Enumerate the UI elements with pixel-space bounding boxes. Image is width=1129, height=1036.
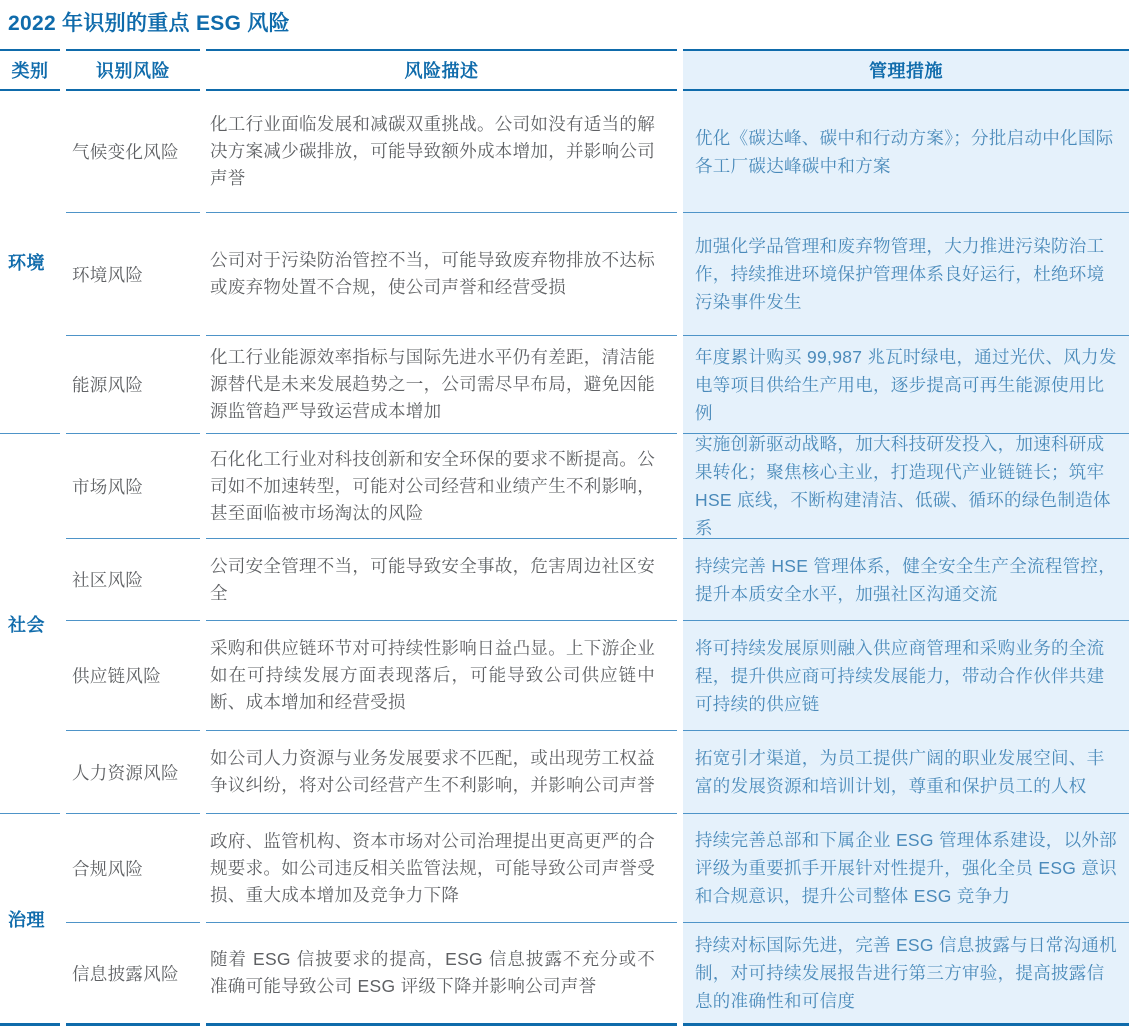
risk-description-cell: 石化化工行业对科技创新和安全环保的要求不断提高。公司如不加速转型，可能对公司经营和业绩产生不利影响，甚至面临被市场淘汰的风险 (206, 434, 677, 539)
category-cell-social: 社会 (0, 434, 60, 814)
risk-name-cell: 信息披露风险 (66, 923, 200, 1026)
category-cell-governance: 治理 (0, 814, 60, 1026)
header-management-measures: 管理措施 (683, 49, 1129, 91)
risk-name-cell: 市场风险 (66, 434, 200, 539)
management-measures-cell: 持续完善总部和下属企业 ESG 管理体系建设，以外部评级为重要抓手开展针对性提升，强化全员 ESG 意识和合规意识，提升公司整体 ESG 竞争力 (683, 814, 1129, 923)
category-cell-environment: 环境 (0, 91, 60, 434)
risk-description-cell: 采购和供应链环节对可持续性影响日益凸显。上下游企业如在可持续发展方面表现落后，可能导致公司供应链中断、成本增加和经营受损 (206, 621, 677, 731)
management-measures-cell: 持续对标国际先进，完善 ESG 信息披露与日常沟通机制，对可持续发展报告进行第三方审验，提高披露信息的准确性和可信度 (683, 923, 1129, 1026)
table-title: 2022 年识别的重点 ESG 风险 (8, 12, 290, 35)
risk-name-cell: 能源风险 (66, 336, 200, 434)
risk-name-cell: 社区风险 (66, 539, 200, 621)
risk-name-cell: 供应链风险 (66, 621, 200, 731)
management-measures-cell: 持续完善 HSE 管理体系，健全安全生产全流程管控，提升本质安全水平，加强社区沟通交流 (683, 539, 1129, 621)
risk-description-cell: 公司对于污染防治管控不当，可能导致废弃物排放不达标或废弃物处置不合规，使公司声誉和经营受损 (206, 213, 677, 336)
risk-description-cell: 如公司人力资源与业务发展要求不匹配，或出现劳工权益争议纠纷，将对公司经营产生不利影响，并影响公司声誉 (206, 731, 677, 814)
header-risk-description: 风险描述 (206, 49, 677, 91)
management-measures-cell: 将可持续发展原则融入供应商管理和采购业务的全流程，提升供应商可持续发展能力，带动合作伙伴共建可持续的供应链 (683, 621, 1129, 731)
risk-name-cell: 合规风险 (66, 814, 200, 923)
management-measures-cell: 年度累计购买 99,987 兆瓦时绿电，通过光伏、风力发电等项目供给生产用电，逐步提高可再生能源使用比例 (683, 336, 1129, 434)
risk-description-cell: 化工行业面临发展和减碳双重挑战。公司如没有适当的解决方案减少碳排放，可能导致额外成本增加，并影响公司声誉 (206, 91, 677, 213)
risk-name-cell: 人力资源风险 (66, 731, 200, 814)
management-measures-cell: 优化《碳达峰、碳中和行动方案》；分批启动中化国际各工厂碳达峰碳中和方案 (683, 91, 1129, 213)
management-measures-cell: 实施创新驱动战略，加大科技研发投入，加速科研成果转化；聚焦核心主业，打造现代产业链链长；筑牢 HSE 底线，不断构建清洁、低碳、循环的绿色制造体系 (683, 434, 1129, 539)
esg-risk-table (0, 49, 1129, 1026)
risk-name-cell: 气候变化风险 (66, 91, 200, 213)
management-measures-cell: 加强化学品管理和废弃物管理，大力推进污染防治工作，持续推进环境保护管理体系良好运行，杜绝环境污染事件发生 (683, 213, 1129, 336)
risk-description-cell: 化工行业能源效率指标与国际先进水平仍有差距，清洁能源替代是未来发展趋势之一，公司需尽早布局，避免因能源监管趋严导致运营成本增加 (206, 336, 677, 434)
risk-name-cell: 环境风险 (66, 213, 200, 336)
risk-description-cell: 政府、监管机构、资本市场对公司治理提出更高更严的合规要求。如公司违反相关监管法规，可能导致公司声誉受损、重大成本增加及竞争力下降 (206, 814, 677, 923)
header-identified-risk: 识别风险 (66, 49, 200, 91)
header-category: 类别 (0, 49, 60, 91)
risk-description-cell: 公司安全管理不当，可能导致安全事故，危害周边社区安全 (206, 539, 677, 621)
management-measures-cell: 拓宽引才渠道，为员工提供广阔的职业发展空间、丰富的发展资源和培训计划，尊重和保护员工的人权 (683, 731, 1129, 814)
risk-description-cell: 随着 ESG 信披要求的提高，ESG 信息披露不充分或不准确可能导致公司 ESG 评级下降并影响公司声誉 (206, 923, 677, 1026)
